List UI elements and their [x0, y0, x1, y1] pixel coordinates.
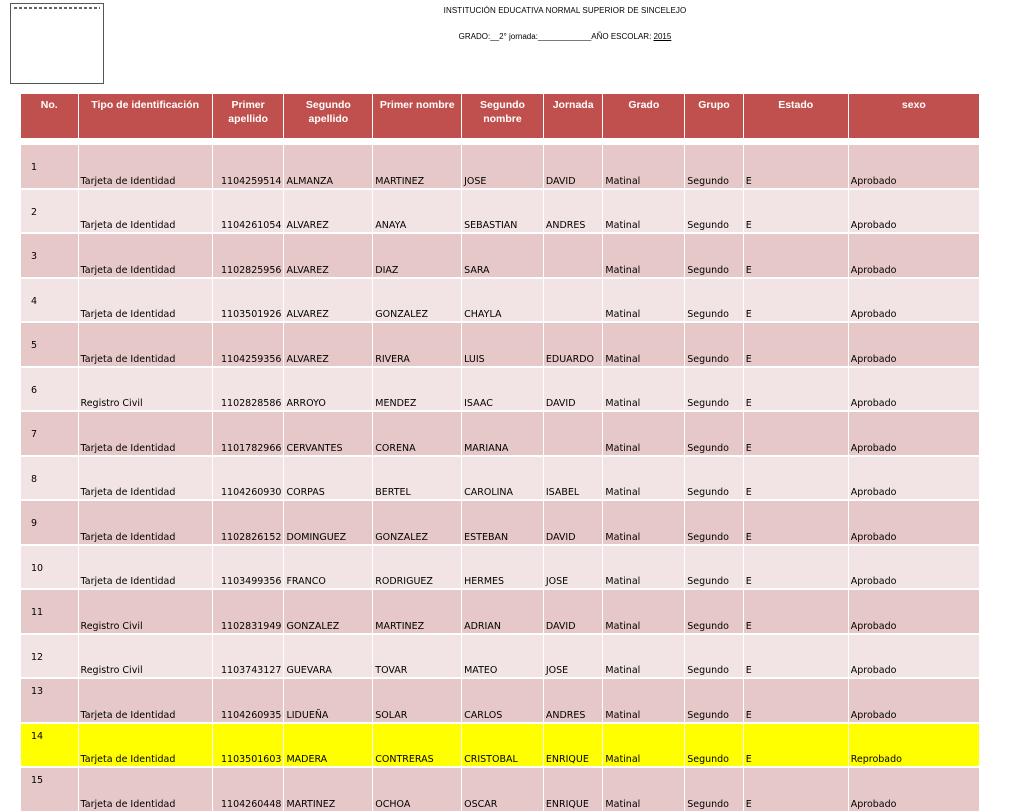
cell-segundo-nombre: JOSE [543, 545, 603, 590]
cell-segundo-apellido: MENDEZ [373, 367, 462, 412]
cell-jornada: Matinal [603, 278, 685, 323]
cell-grado: Segundo [685, 367, 744, 412]
cell-segundo-nombre: EDUARDO [543, 322, 603, 367]
row-number: 11 [31, 607, 44, 618]
cell-segundo-nombre [543, 233, 603, 278]
cell-primer-nombre: MATEO [462, 634, 544, 679]
cell-segundo-apellido: CORENA [373, 411, 462, 456]
cell-grado: Segundo [685, 233, 744, 278]
row-number: 2 [31, 206, 38, 218]
table-row [21, 144, 980, 189]
table-row [21, 634, 980, 679]
cell-segundo-apellido: RODRIGUEZ [373, 545, 462, 590]
cell-jornada: Matinal [603, 545, 685, 590]
cell-segundo-nombre: DAVID [543, 144, 603, 189]
cell-primer-apellido: ARROYO [284, 367, 373, 412]
cell-tipo: Tarjeta de Identidad [78, 411, 212, 456]
cell-id: 1104259356 [212, 322, 284, 367]
row-number: 14 [31, 730, 44, 742]
cell-estado: Aprobado [848, 144, 979, 189]
cell-no [21, 456, 79, 501]
cell-primer-apellido: FRANCO [284, 545, 373, 590]
table-row [21, 367, 980, 412]
logo-box [10, 3, 104, 84]
cell-no [21, 367, 79, 412]
cell-primer-nombre: ESTEBAN [462, 500, 544, 545]
cell-grado: Segundo [685, 411, 744, 456]
cell-primer-apellido: ALVAREZ [284, 233, 373, 278]
cell-estado: Aprobado [848, 411, 979, 456]
cell-grado: Segundo [685, 144, 744, 189]
cell-grupo: E [743, 189, 848, 234]
cell-tipo: Tarjeta de Identidad [78, 322, 212, 367]
cell-id: 1101782966 [212, 411, 284, 456]
table-row [21, 500, 980, 545]
cell-segundo-nombre: ENRIQUE [543, 767, 603, 811]
cell-estado: Aprobado [848, 545, 979, 590]
cell-no [21, 500, 79, 545]
cell-primer-nombre: SEBASTIAN [462, 189, 544, 234]
cell-grado: Segundo [685, 545, 744, 590]
cell-no [21, 723, 79, 768]
cell-segundo-nombre: ANDRES [543, 189, 603, 234]
cell-segundo-apellido: CONTRERAS [373, 723, 462, 768]
cell-primer-nombre: ISAAC [462, 367, 544, 412]
cell-id: 1104260935 [212, 678, 284, 723]
cell-grado: Segundo [685, 723, 744, 768]
col-header-grupo: Grupo [685, 94, 744, 139]
school-year: 2015 [653, 32, 672, 41]
logo-placeholder-text [14, 7, 100, 9]
cell-id: 1104260930 [212, 456, 284, 501]
col-header-segundo-apellido: Segundo apellido [284, 94, 373, 139]
table-row [21, 545, 980, 590]
cell-no [21, 144, 79, 189]
col-header-primer-nombre: Primer nombre [373, 94, 462, 139]
cell-primer-apellido: ALMANZA [284, 144, 373, 189]
cell-estado: Aprobado [848, 322, 979, 367]
cell-estado: Aprobado [848, 189, 979, 234]
row-number: 8 [31, 473, 38, 485]
cell-id: 1103501603 [212, 723, 284, 768]
table-body [21, 139, 980, 811]
cell-grado: Segundo [685, 278, 744, 323]
table-row [21, 723, 980, 768]
row-number: 6 [31, 384, 38, 396]
cell-segundo-apellido: SOLAR [373, 678, 462, 723]
cell-no [21, 411, 79, 456]
cell-primer-nombre: HERMES [462, 545, 544, 590]
table-header-row [21, 94, 980, 139]
cell-id: 1103501926 [212, 278, 284, 323]
col-header-segundo-nombre: Segundo nombre [462, 94, 544, 139]
row-number: 7 [31, 429, 38, 440]
cell-primer-apellido: GONZALEZ [284, 589, 373, 634]
cell-primer-apellido: ALVAREZ [284, 322, 373, 367]
cell-id: 1103743127 [212, 634, 284, 679]
cell-estado: Aprobado [848, 589, 979, 634]
cell-grado: Segundo [685, 189, 744, 234]
row-number: 10 [31, 562, 44, 574]
cell-grupo: E [743, 678, 848, 723]
cell-segundo-nombre: ISABEL [543, 456, 603, 501]
cell-jornada: Matinal [603, 233, 685, 278]
cell-jornada: Matinal [603, 723, 685, 768]
row-number: 12 [31, 651, 44, 663]
cell-grado: Segundo [685, 634, 744, 679]
cell-segundo-apellido: TOVAR [373, 634, 462, 679]
cell-grado: Segundo [685, 322, 744, 367]
cell-id: 1104260448 [212, 767, 284, 811]
table-row [21, 678, 980, 723]
cell-tipo: Tarjeta de Identidad [78, 233, 212, 278]
cell-tipo: Tarjeta de Identidad [78, 500, 212, 545]
cell-tipo: Tarjeta de Identidad [78, 678, 212, 723]
cell-segundo-apellido: ANAYA [373, 189, 462, 234]
cell-segundo-nombre: ENRIQUE [543, 723, 603, 768]
cell-primer-nombre: CRISTOBAL [462, 723, 544, 768]
cell-primer-nombre: ADRIAN [462, 589, 544, 634]
cell-estado: Aprobado [848, 233, 979, 278]
cell-no [21, 678, 79, 723]
cell-primer-apellido: CERVANTES [284, 411, 373, 456]
cell-primer-apellido: GUEVARA [284, 634, 373, 679]
cell-primer-apellido: CORPAS [284, 456, 373, 501]
cell-segundo-apellido: GONZALEZ [373, 500, 462, 545]
table-row [21, 456, 980, 501]
col-header-estado: Estado [743, 94, 848, 139]
cell-no [21, 634, 79, 679]
cell-primer-nombre: LUIS [462, 322, 544, 367]
cell-jornada: Matinal [603, 767, 685, 811]
cell-no [21, 322, 79, 367]
cell-jornada: Matinal [603, 322, 685, 367]
row-number: 4 [31, 295, 38, 307]
cell-primer-apellido: ALVAREZ [284, 278, 373, 323]
table-row [21, 411, 980, 456]
cell-primer-apellido: MARTINEZ [284, 767, 373, 811]
cell-tipo: Tarjeta de Identidad [78, 278, 212, 323]
cell-estado: Reprobado [848, 723, 979, 768]
document-title: INSTITUCIÓN EDUCATIVA NORMAL SUPERIOR DE SINCELEJO [443, 6, 687, 15]
cell-grado: Segundo [685, 456, 744, 501]
cell-no [21, 545, 79, 590]
cell-segundo-nombre: DAVID [543, 500, 603, 545]
cell-estado: Aprobado [848, 500, 979, 545]
cell-grupo: E [743, 322, 848, 367]
cell-primer-apellido: DOMINGUEZ [284, 500, 373, 545]
cell-id: 1103499356 [212, 545, 284, 590]
table-row [21, 233, 980, 278]
cell-grupo: E [743, 545, 848, 590]
cell-jornada: Matinal [603, 189, 685, 234]
cell-tipo: Registro Civil [78, 589, 212, 634]
cell-id: 1102831949 [212, 589, 284, 634]
col-header-primer-apellido: Primer apellido [212, 94, 284, 139]
cell-grupo: E [743, 589, 848, 634]
cell-id: 1104261054 [212, 189, 284, 234]
cell-grado: Segundo [685, 678, 744, 723]
table-row [21, 322, 980, 367]
cell-segundo-nombre: DAVID [543, 367, 603, 412]
cell-segundo-nombre: DAVID [543, 589, 603, 634]
cell-tipo: Tarjeta de Identidad [78, 723, 212, 768]
cell-primer-nombre: CAROLINA [462, 456, 544, 501]
cell-grupo: E [743, 367, 848, 412]
cell-no [21, 767, 79, 811]
table-row [21, 589, 980, 634]
cell-grupo: E [743, 500, 848, 545]
cell-jornada: Matinal [603, 456, 685, 501]
cell-segundo-nombre: JOSE [543, 634, 603, 679]
cell-tipo: Tarjeta de Identidad [78, 767, 212, 811]
cell-segundo-apellido: RIVERA [373, 322, 462, 367]
cell-grupo: E [743, 233, 848, 278]
cell-no [21, 278, 79, 323]
col-header-sexo: sexo [848, 94, 979, 139]
table-row [21, 278, 980, 323]
students-table [20, 93, 980, 811]
cell-jornada: Matinal [603, 144, 685, 189]
cell-segundo-nombre: ANDRES [543, 678, 603, 723]
cell-segundo-nombre [543, 278, 603, 323]
cell-segundo-apellido: BERTEL [373, 456, 462, 501]
cell-tipo: Registro Civil [78, 367, 212, 412]
cell-grado: Segundo [685, 500, 744, 545]
cell-no [21, 233, 79, 278]
cell-id: 1104259514 [212, 144, 284, 189]
cell-estado: Aprobado [848, 367, 979, 412]
cell-segundo-apellido: MARTINEZ [373, 144, 462, 189]
cell-tipo: Tarjeta de Identidad [78, 189, 212, 234]
cell-primer-apellido: LIDUEÑA [284, 678, 373, 723]
col-header-jornada: Jornada [543, 94, 603, 139]
cell-grupo: E [743, 411, 848, 456]
cell-grupo: E [743, 634, 848, 679]
cell-tipo: Registro Civil [78, 634, 212, 679]
cell-no [21, 589, 79, 634]
row-number: 9 [31, 518, 38, 529]
cell-tipo: Tarjeta de Identidad [78, 545, 212, 590]
col-header-grado: Grado [603, 94, 685, 139]
cell-jornada: Matinal [603, 411, 685, 456]
cell-primer-nombre: MARIANA [462, 411, 544, 456]
cell-segundo-nombre [543, 411, 603, 456]
cell-primer-nombre: SARA [462, 233, 544, 278]
cell-segundo-apellido: OCHOA [373, 767, 462, 811]
cell-estado: Aprobado [848, 767, 979, 811]
cell-tipo: Tarjeta de Identidad [78, 456, 212, 501]
cell-grupo: E [743, 456, 848, 501]
cell-jornada: Matinal [603, 678, 685, 723]
row-number: 13 [31, 686, 44, 697]
cell-id: 1102828586 [212, 367, 284, 412]
grade-line: GRADO:__2° jornada:____________AÑO ESCOLAR: [458, 32, 654, 41]
cell-primer-nombre: JOSE [462, 144, 544, 189]
cell-grado: Segundo [685, 589, 744, 634]
cell-primer-apellido: ALVAREZ [284, 189, 373, 234]
cell-segundo-apellido: MARTINEZ [373, 589, 462, 634]
row-number: 1 [31, 162, 38, 173]
cell-grupo: E [743, 723, 848, 768]
col-header-tipo: Tipo de identificación [78, 94, 212, 139]
cell-jornada: Matinal [603, 367, 685, 412]
cell-estado: Aprobado [848, 678, 979, 723]
cell-grado: Segundo [685, 767, 744, 811]
row-number: 5 [31, 340, 38, 351]
table-row [21, 767, 980, 811]
cell-jornada: Matinal [603, 634, 685, 679]
cell-grupo: E [743, 144, 848, 189]
cell-primer-nombre: CARLOS [462, 678, 544, 723]
cell-grupo: E [743, 767, 848, 811]
cell-estado: Aprobado [848, 278, 979, 323]
cell-grupo: E [743, 278, 848, 323]
col-header-no: No. [21, 94, 79, 139]
cell-jornada: Matinal [603, 589, 685, 634]
cell-id: 1102825956 [212, 233, 284, 278]
document-subtitle [300, 32, 830, 41]
cell-primer-nombre: CHAYLA [462, 278, 544, 323]
cell-jornada: Matinal [603, 500, 685, 545]
cell-tipo: Tarjeta de Identidad [78, 144, 212, 189]
cell-no [21, 189, 79, 234]
cell-segundo-apellido: GONZALEZ [373, 278, 462, 323]
cell-primer-nombre: OSCAR [462, 767, 544, 811]
cell-estado: Aprobado [848, 634, 979, 679]
row-number: 3 [31, 251, 38, 262]
cell-estado: Aprobado [848, 456, 979, 501]
table-row [21, 189, 980, 234]
cell-segundo-apellido: DIAZ [373, 233, 462, 278]
cell-primer-apellido: MADERA [284, 723, 373, 768]
row-number: 15 [31, 775, 44, 786]
cell-id: 1102826152 [212, 500, 284, 545]
